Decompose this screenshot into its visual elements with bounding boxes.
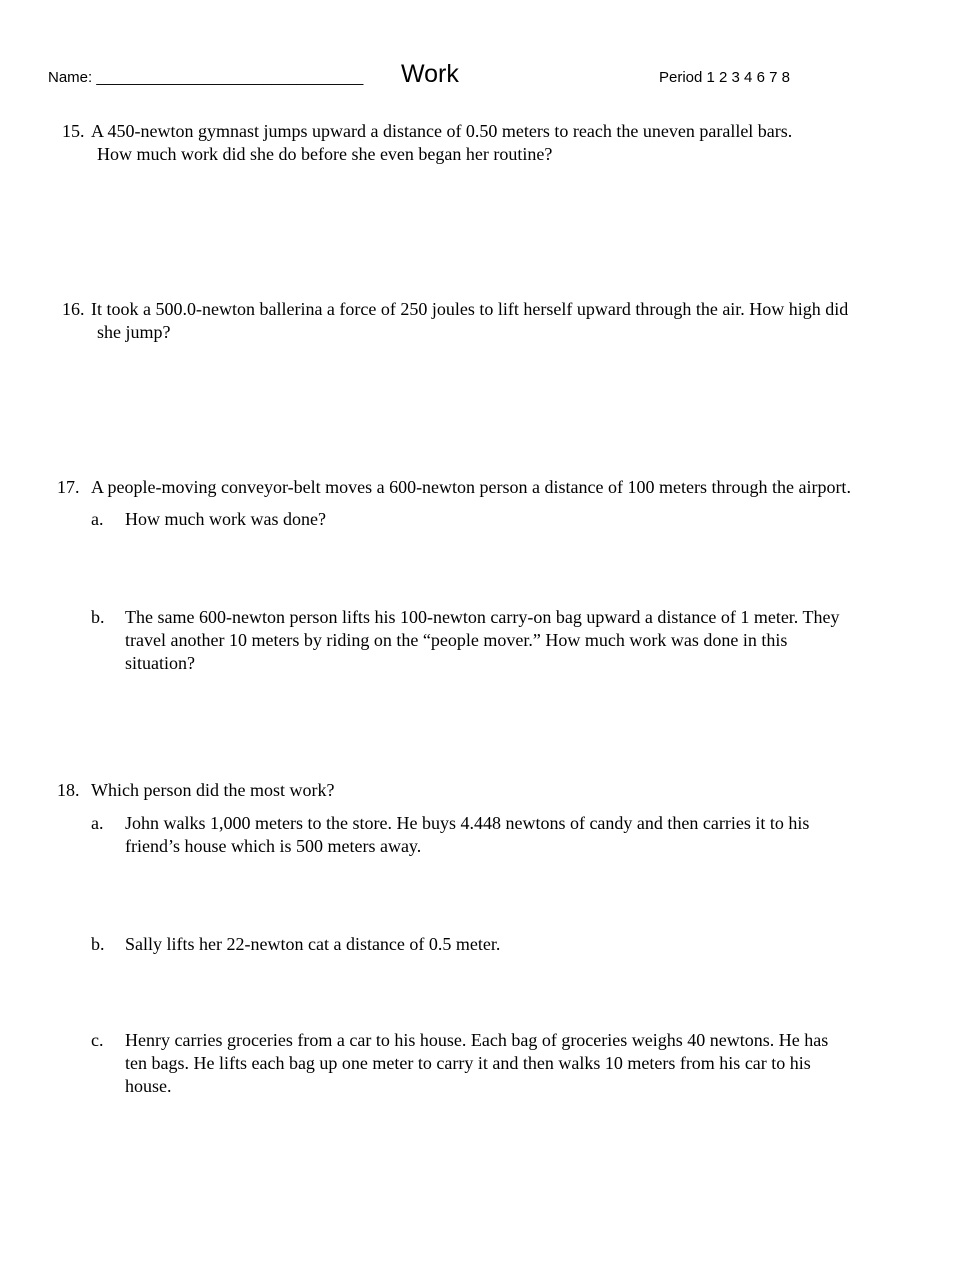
subquestion-text-line: John walks 1,000 meters to the store. He buys 4.448 newtons of candy and then carries it to his (125, 813, 810, 833)
subquestion-letter: a. (91, 813, 104, 833)
question-number: 16. (62, 299, 85, 319)
subquestion-text-line: friend’s house which is 500 meters away. (125, 836, 422, 856)
subquestion-text-line: house. (125, 1076, 172, 1096)
page-title: Work (401, 60, 459, 88)
question-number: 15. (62, 121, 85, 141)
subquestion-text-line: Henry carries groceries from a car to his house. Each bag of groceries weighs 40 newtons. He has (125, 1030, 829, 1050)
subquestion-letter: b. (91, 934, 105, 954)
subquestion-text-line: travel another 10 meters by riding on the “people mover.” How much work was done in this (125, 630, 788, 650)
subquestion-letter: a. (91, 509, 104, 529)
question-number: 17. (57, 477, 80, 497)
question-text-line: It took a 500.0-newton ballerina a force of 250 joules to lift herself upward through the air. How high did (91, 299, 849, 319)
subquestion-text-line: How much work was done? (125, 509, 326, 529)
subquestion-text-line: Sally lifts her 22-newton cat a distance of 0.5 meter. (125, 934, 501, 954)
question-number: 18. (57, 780, 80, 800)
subquestion-letter: b. (91, 607, 105, 627)
question-text-line: Which person did the most work? (91, 780, 335, 800)
question-text-line: A 450-newton gymnast jumps upward a distance of 0.50 meters to reach the uneven parallel bars. (91, 121, 793, 141)
subquestion-text-line: situation? (125, 653, 195, 673)
question-text-line: How much work did she do before she even began her routine? (97, 144, 553, 164)
subquestion-text-line: ten bags. He lifts each bag up one meter to carry it and then walks 10 meters from his car to his (125, 1053, 811, 1073)
name-field-label: Name: ________________________________ (48, 69, 364, 86)
subquestion-letter: c. (91, 1030, 104, 1050)
question-text-line: A people-moving conveyor-belt moves a 600-newton person a distance of 100 meters through the airport. (91, 477, 851, 497)
subquestion-text-line: The same 600-newton person lifts his 100-newton carry-on bag upward a distance of 1 meter. They (125, 607, 840, 627)
question-text-line: she jump? (97, 322, 171, 342)
period-selector-label: Period 1 2 3 4 6 7 8 (659, 69, 790, 86)
